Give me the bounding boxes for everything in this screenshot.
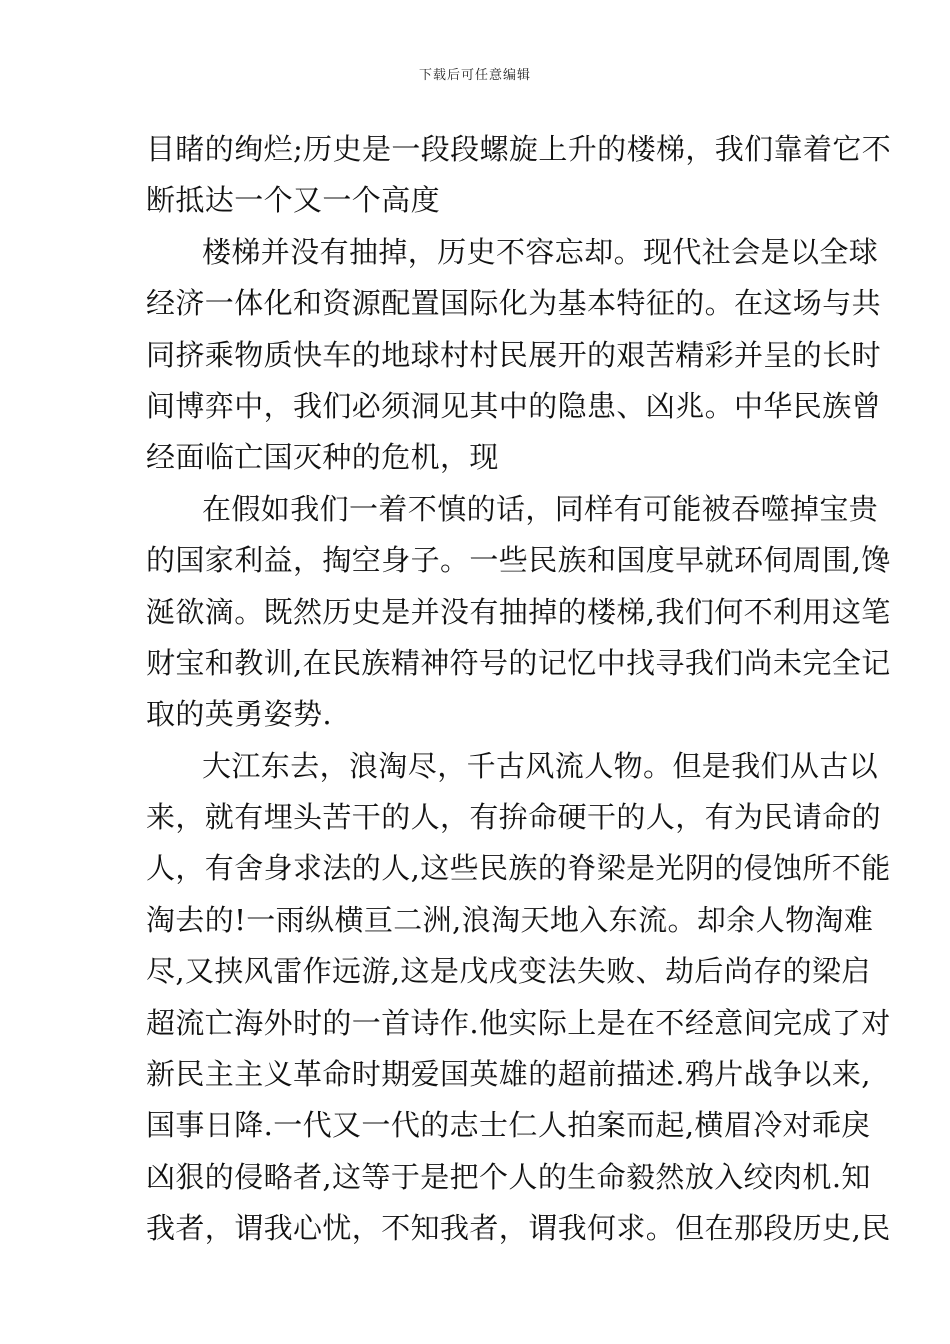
text-line: 取的英勇姿势. [146,697,333,732]
text-line: 新民主主义革命时期爱国英雄的超前描述.鸦片战争以来, [146,1057,871,1092]
paragraph-first-line: 大江东去，浪淘尽，千古风流人物。但是我们从古以 [202,748,879,783]
text-line: 淘去的!一雨纵横亘二洲,浪淘天地入东流。却余人物淘难 [146,902,874,937]
text-line: 我者，谓我心忧，不知我者，谓我何求。但在那段历史,民 [146,1211,891,1246]
text-line: 断抵达一个又一个高度 [146,183,441,218]
document-body [146,124,892,1255]
text-line: 涎欲滴。既然历史是并没有抽掉的楼梯,我们何不利用这笔 [146,594,891,629]
text-line: 尽,又挟风雷作远游,这是戊戌变法失败、劫后尚存的梁启 [146,954,871,989]
text-line: 间博弈中，我们必须洞见其中的隐患、凶兆。中华民族曾 [146,388,882,423]
text-line: 的国家利益，掏空身子。一些民族和国度早就环伺周围,馋 [146,543,891,578]
text-line: 人，有舍身求法的人,这些民族的脊梁是光阴的侵蚀所不能 [146,851,891,886]
text-line: 国事日降.一代又一代的志士仁人拍案而起,横眉冷对乖戾 [146,1108,871,1143]
text-line: 财宝和教训,在民族精神符号的记忆中找寻我们尚未完全记 [146,645,891,680]
paragraph-first-line: 在假如我们一着不慎的话，同样有可能被吞噬掉宝贵 [202,491,879,526]
text-line: 凶狠的侵略者,这等于是把个人的生命毅然放入绞肉机.知 [146,1159,871,1194]
text-line: 超流亡海外时的一首诗作.他实际上是在不经意间完成了对 [146,1005,891,1040]
page-header: 下载后可任意编辑 [418,68,531,83]
text-line: 来，就有埋头苦干的人，有拚命硬干的人，有为民请命的 [146,800,882,835]
text-line: 经济一体化和资源配置国际化为基本特征的。在这场与共 [146,286,882,321]
paragraph-first-line: 楼梯并没有抽掉，历史不容忘却。现代社会是以全球 [202,234,879,269]
text-line: 同挤乘物质快车的地球村村民展开的艰苦精彩并呈的长时 [146,337,882,372]
text-line: 目睹的绚烂;历史是一段段螺旋上升的楼梯，我们靠着它不 [146,132,892,166]
text-line: 经面临亡国灭种的危机，现 [146,440,499,475]
